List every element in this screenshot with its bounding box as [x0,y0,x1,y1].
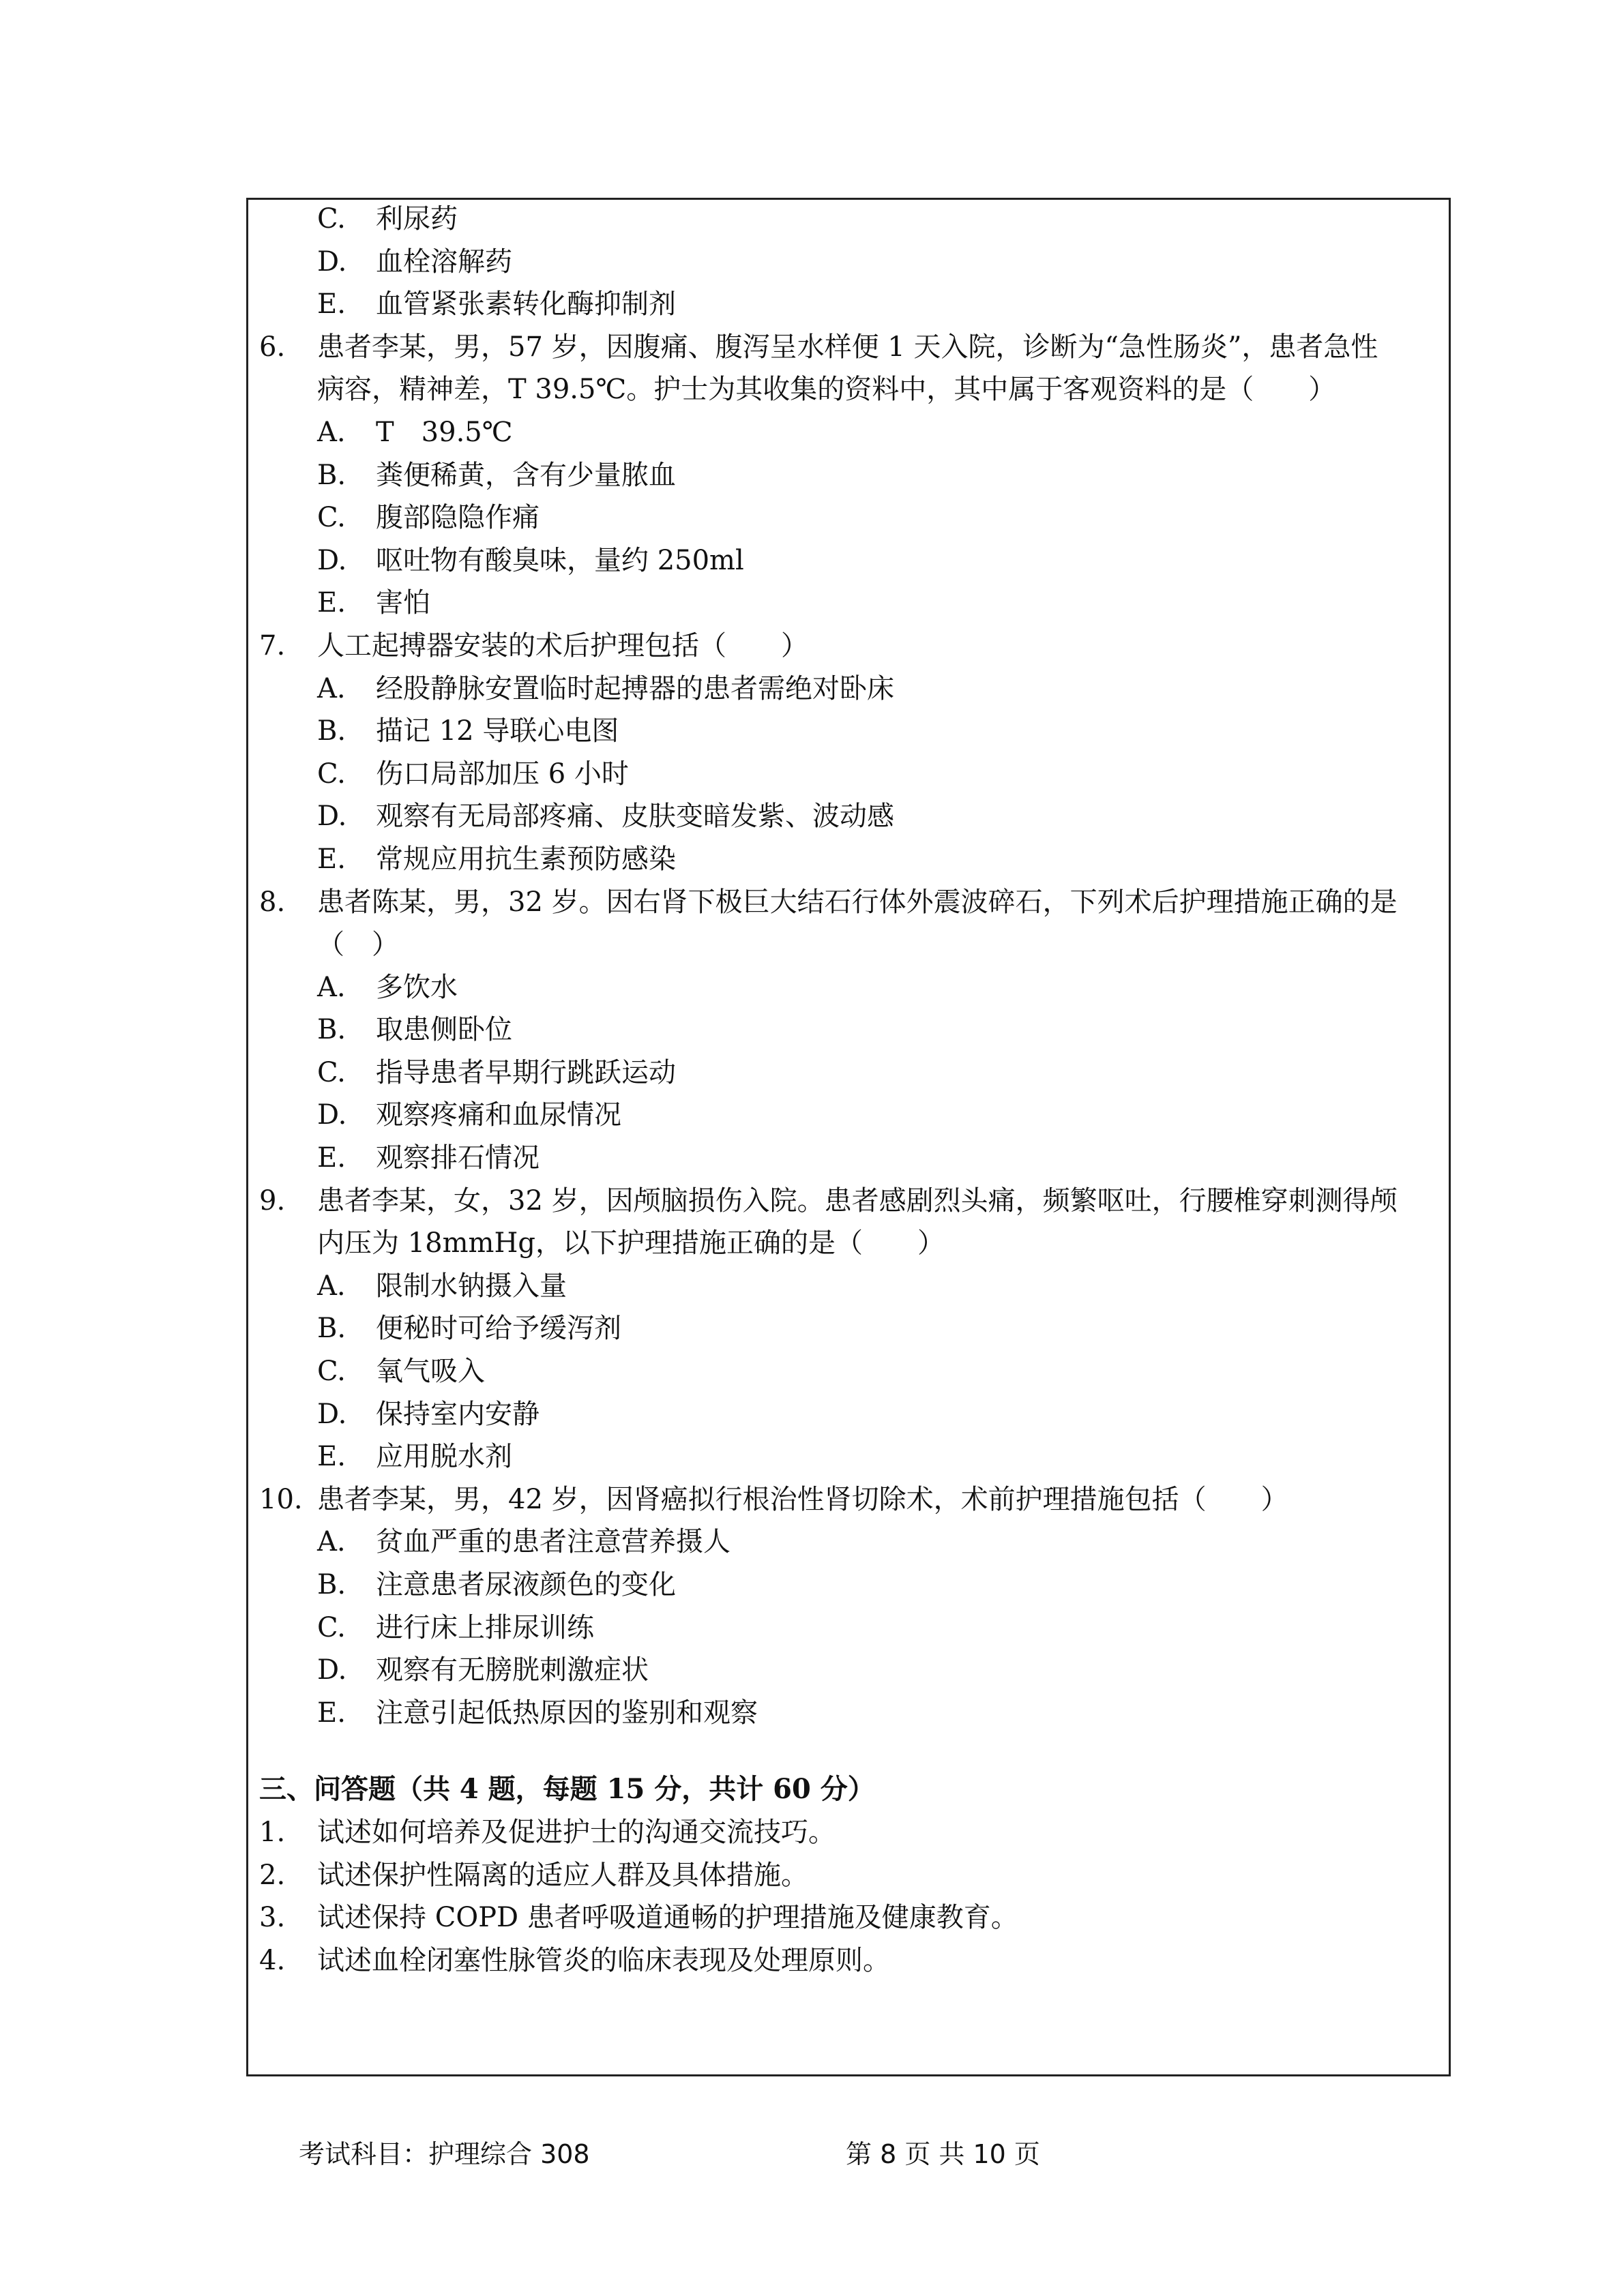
question-line [259,1222,1439,1265]
option-letter: A. [317,1270,346,1302]
question-10 [259,1478,1439,1735]
option-row [259,1607,1439,1650]
option-letter: C. [317,203,346,235]
option-row [259,668,1439,711]
option-letter: D. [317,1398,347,1430]
question-line [259,881,1439,924]
option-text: 进行床上排尿训练 [376,1611,594,1643]
option-letter: E. [317,1441,346,1473]
option-row [259,1094,1439,1137]
option-row [259,582,1439,625]
option-letter: D. [317,544,347,576]
question-number: 9. [259,1184,286,1217]
option-row [259,454,1439,497]
section-title: 三、问答题（共 4 题，每题 15 分，共计 60 分） [259,1773,875,1806]
option-letter: C. [317,758,346,790]
q5-options [259,198,1439,326]
option-text: 观察有无局部疼痛、皮肤变暗发紫、波动感 [376,801,894,833]
section-3 [259,1768,1439,1982]
option-row [259,283,1439,326]
option-letter: E. [317,288,346,320]
option-row [259,539,1439,582]
question-8 [259,881,1439,1180]
option-letter: E. [317,843,346,875]
option-row [259,1692,1439,1735]
question-text: 试述血栓闭塞性脉管炎的临床表现及处理原则。 [317,1944,890,1976]
question-number: 10. [259,1483,303,1515]
question-line [259,1180,1439,1223]
option-letter: D. [317,1099,347,1131]
option-row [259,1052,1439,1094]
essay-question [259,1939,1439,1982]
option-row [259,1009,1439,1052]
option-text: 多饮水 [376,971,458,1003]
option-text: 观察排石情况 [376,1142,540,1174]
section-gap [259,1734,1439,1768]
option-letter: C. [317,1056,346,1088]
option-text: 便秘时可给予缓泻剂 [376,1313,621,1345]
question-text: 患者李某，男，42 岁，因肾癌拟行根治性肾切除术，术前护理措施包括（ ） [317,1483,1288,1515]
option-text: 贫血严重的患者注意营养摄人 [376,1526,730,1558]
option-text: 注意患者尿液颜色的变化 [376,1569,676,1600]
option-row [259,838,1439,881]
option-row [259,496,1439,539]
exam-content [259,198,1439,1982]
question-text: 患者李某，男，57 岁，因腹痛、腹泻呈水样便 1 天入院，诊断为“急性肠炎”，患者急性 [317,331,1378,363]
option-row [259,241,1439,284]
question-number: 7. [259,629,286,661]
option-letter: D. [317,245,347,278]
question-text: 病容，精神差，T 39.5℃。护士为其收集的资料中，其中属于客观资料的是（ ） [317,374,1336,406]
question-text: 内压为 18mmHg，以下护理措施正确的是（ ） [317,1227,945,1259]
option-text: 指导患者早期行跳跃运动 [376,1056,676,1088]
question-number: 6. [259,331,286,363]
option-row [259,1265,1439,1308]
option-letter: B. [317,1313,346,1345]
question-text: 试述保护性隔离的适应人群及具体措施。 [317,1859,808,1891]
option-letter: A. [317,416,346,448]
option-text: 粪便稀黄，含有少量脓血 [376,459,676,491]
question-9 [259,1180,1439,1478]
essay-question [259,1896,1439,1939]
question-text: 试述保持 COPD 患者呼吸道通畅的护理措施及健康教育。 [317,1902,1018,1934]
option-text: 限制水钠摄入量 [376,1270,567,1302]
option-row [259,753,1439,796]
option-letter: A. [317,971,346,1003]
question-text: 试述如何培养及促进护士的沟通交流技巧。 [317,1816,836,1848]
question-number: 1. [259,1816,286,1848]
option-text: 血管紧张素转化酶抑制剂 [376,288,676,320]
question-text: 患者陈某，男，32 岁。因右肾下极巨大结石行体外震波碎石，下列术后护理措施正确的是 [317,886,1398,918]
option-letter: C. [317,1356,346,1388]
option-letter: D. [317,1654,347,1686]
option-row [259,1521,1439,1564]
option-text: 氧气吸入 [376,1356,485,1388]
question-line [259,368,1439,411]
option-letter: E. [317,1142,346,1174]
option-row [259,411,1439,454]
question-6 [259,326,1439,625]
option-row [259,1393,1439,1436]
question-line [259,625,1439,668]
option-row [259,1649,1439,1692]
option-text: 利尿药 [376,203,458,235]
option-text: 常规应用抗生素预防感染 [376,843,676,875]
question-line [259,1478,1439,1521]
option-text: T 39.5℃ [376,416,513,448]
option-letter: C. [317,502,346,534]
option-letter: E. [317,1697,346,1729]
option-letter: A. [317,672,346,704]
option-row [259,710,1439,753]
option-row [259,1137,1439,1180]
option-letter: B. [317,459,346,491]
option-text: 呕吐物有酸臭味，量约 250ml [376,544,744,576]
option-text: 观察有无膀胱刺激症状 [376,1654,649,1686]
option-text: 注意引起低热原因的鉴别和观察 [376,1697,758,1729]
option-text: 描记 12 导联心电图 [376,715,619,747]
option-row [259,198,1439,241]
footer-subject: 考试科目：护理综合 308 [299,2139,590,2169]
option-letter: D. [317,801,347,833]
option-text: 害怕 [376,587,430,619]
option-row [259,1307,1439,1350]
option-row [259,966,1439,1009]
question-text: 患者李某，女，32 岁，因颅脑损伤入院。患者感剧烈头痛，频繁呕吐，行腰椎穿刺测得颅 [317,1184,1398,1217]
question-number: 3. [259,1902,286,1934]
footer-page-number: 第 8 页 共 10 页 [846,2139,1040,2169]
option-letter: B. [317,715,346,747]
option-text: 血栓溶解药 [376,245,512,278]
option-letter: B. [317,1569,346,1600]
option-text: 观察疼痛和血尿情况 [376,1099,621,1131]
option-text: 保持室内安静 [376,1398,540,1430]
option-row [259,1564,1439,1607]
option-text: 伤口局部加压 6 小时 [376,758,629,790]
essay-question [259,1854,1439,1897]
question-number: 8. [259,886,286,918]
option-text: 应用脱水剂 [376,1441,512,1473]
question-number: 2. [259,1859,286,1891]
question-line [259,923,1439,966]
option-text: 腹部隐隐作痛 [376,502,540,534]
option-letter: E. [317,587,346,619]
option-text: 经股静脉安置临时起搏器的患者需绝对卧床 [376,672,894,704]
question-number: 4. [259,1944,286,1976]
option-letter: C. [317,1611,346,1643]
essay-question [259,1811,1439,1854]
option-row [259,795,1439,838]
question-text: （ ） [317,929,399,961]
question-line [259,326,1439,369]
option-letter: B. [317,1014,346,1046]
question-7 [259,625,1439,881]
option-row [259,1350,1439,1393]
option-letter: A. [317,1526,346,1558]
option-row [259,1435,1439,1478]
option-text: 取患侧卧位 [376,1014,512,1046]
question-text: 人工起搏器安装的术后护理包括（ ） [317,629,808,661]
